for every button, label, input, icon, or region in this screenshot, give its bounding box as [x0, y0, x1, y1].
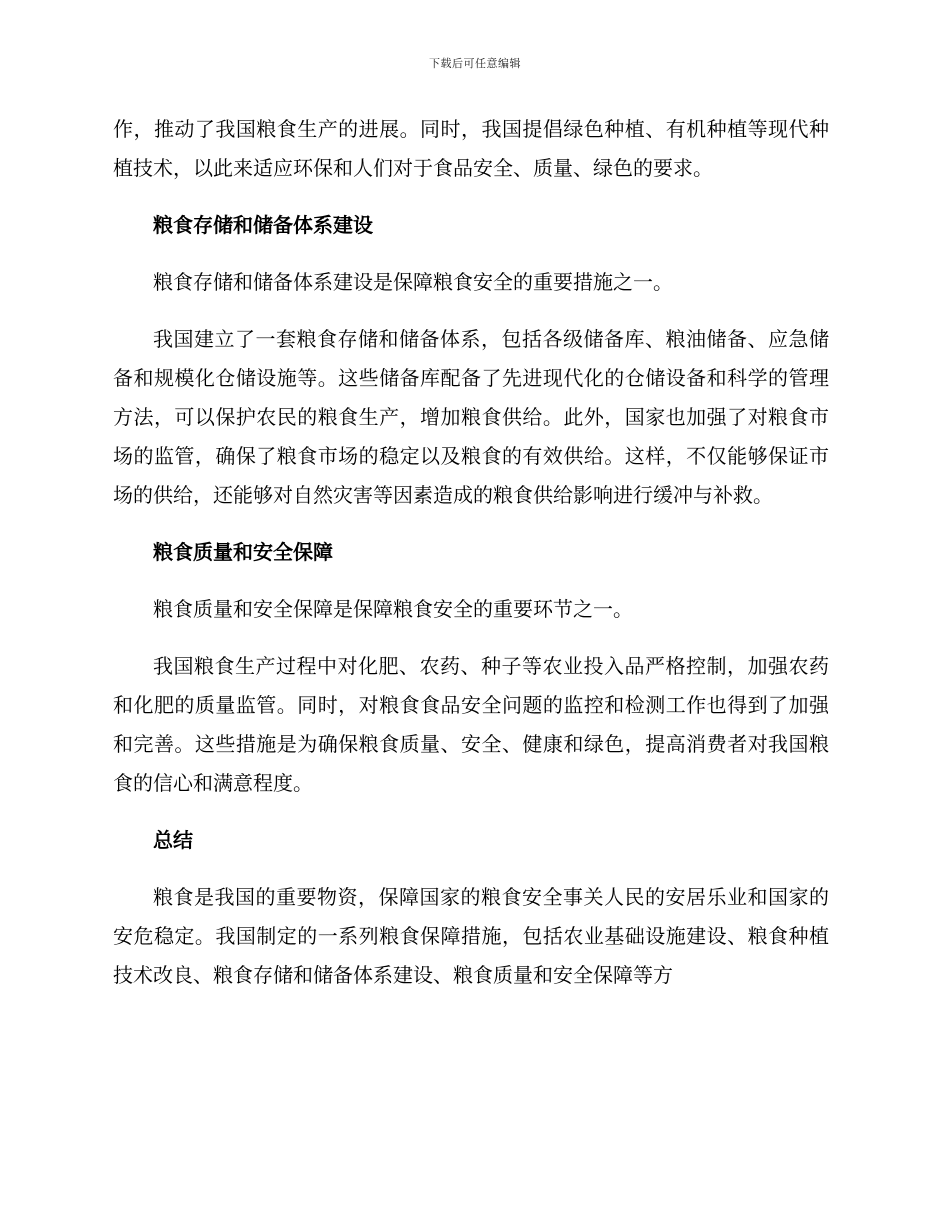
page-header: 下载后可任意编辑	[429, 57, 521, 70]
paragraph: 粮食存储和储备体系建设是保障粮食安全的重要措施之一。	[153, 270, 673, 294]
document-body	[113, 110, 829, 995]
section-heading-summary: 总结	[153, 828, 193, 852]
paragraph-continuation: 作，推动了我国粮食生产的进展。同时，我国提倡绿色种植、有机种植等现代种植技术，以此来适应环保和人们对于食品安全、质量、绿色的要求。	[113, 117, 829, 180]
section-heading-storage: 粮食存储和储备体系建设	[153, 213, 373, 237]
section-heading-quality: 粮食质量和安全保障	[153, 540, 333, 564]
paragraph: 我国粮食生产过程中对化肥、农药、种子等农业投入品严格控制，加强农药和化肥的质量监管。同时，对粮食食品安全问题的监控和检测工作也得到了加强和完善。这些措施是为确保粮食质量、安全、健康和绿色，提高消费者对我国粮食的信心和满意程度。	[113, 654, 829, 795]
paragraph: 粮食是我国的重要物资，保障国家的粮食安全事关人民的安居乐业和国家的安危稳定。我国制定的一系列粮食保障措施，包括农业基础设施建设、粮食种植技术改良、粮食存储和储备体系建设、粮食质量和安全保障等方	[113, 885, 829, 987]
paragraph: 粮食质量和安全保障是保障粮食安全的重要环节之一。	[153, 597, 633, 621]
paragraph: 我国建立了一套粮食存储和储备体系，包括各级储备库、粮油储备、应急储备和规模化仓储设施等。这些储备库配备了先进现代化的仓储设备和科学的管理方法，可以保护农民的粮食生产，增加粮食供给。此外，国家也加强了对粮食市场的监管，确保了粮食市场的稳定以及粮食的有效供给。这样，不仅能够保证市场的供给，还能够对自然灾害等因素造成的粮食供给影响进行缓冲与补救。	[113, 327, 829, 507]
